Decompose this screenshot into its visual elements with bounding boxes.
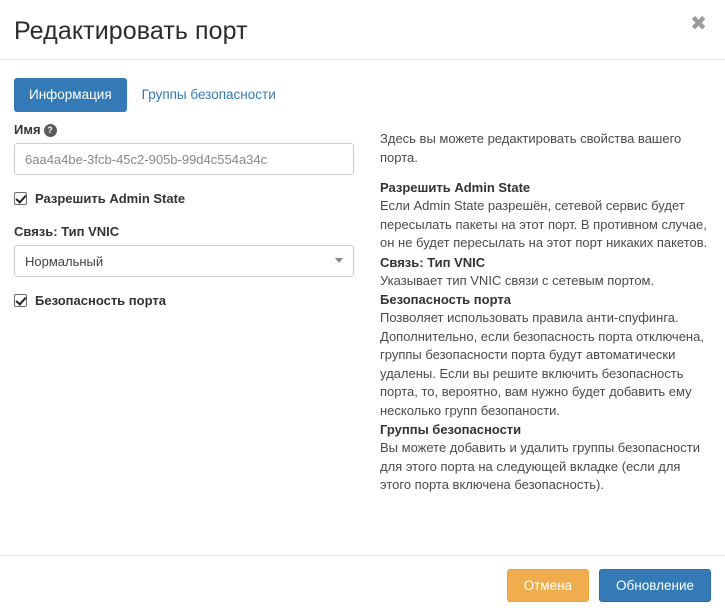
help-text-security-groups: Вы можете добавить и удалить группы безопасности для этого порта на следующей вкладке (если для этого порта включена безопасность). — [380, 440, 700, 492]
tab-bar — [0, 60, 725, 112]
cancel-button[interactable]: Отмена — [507, 569, 589, 602]
port-security-checkbox[interactable] — [14, 294, 27, 307]
help-heading-security-groups: Группы безопасности — [380, 422, 522, 437]
help-circle-icon[interactable]: ? — [44, 124, 57, 137]
help-text-admin-state: Если Admin State разрешён, сетевой сервис будет пересылать пакеты на этот порт. В противном случае, он не будет пересылать на этот порт никаких пакетов. — [380, 198, 708, 250]
vnic-select-wrap — [14, 245, 354, 277]
tab-information[interactable]: Информация — [14, 78, 127, 112]
vnic-label: Связь: Тип VNIC — [14, 224, 120, 239]
admin-state-checkbox[interactable] — [14, 192, 27, 205]
port-security-label[interactable]: Безопасность порта — [35, 293, 166, 308]
tab-security-groups[interactable]: Группы безопасности — [141, 87, 276, 102]
modal-body — [0, 112, 725, 555]
vnic-field — [14, 224, 354, 277]
help-heading-vnic: Связь: Тип VNIC — [380, 254, 486, 270]
port-security-checkbox-row[interactable] — [14, 293, 354, 308]
help-column — [380, 118, 711, 555]
name-field-label — [14, 122, 354, 137]
form-column — [14, 118, 354, 555]
help-heading-port-security: Безопасность порта — [380, 292, 511, 307]
admin-state-label[interactable]: Разрешить Admin State — [35, 191, 186, 206]
help-text-port-security: Позволяет использовать правила анти-спуфинга. Дополнительно, если безопасность порта отключена, группы безопасности порта будут автоматически удалены. Если вы решите включить безопасность порта, то, вероятно, вам нужно будет добавить ему несколько групп безопаности. — [380, 310, 704, 418]
close-icon[interactable]: ✖ — [686, 12, 711, 36]
help-text-vnic: Указывает тип VNIC связи с сетевым портом. — [380, 272, 655, 288]
help-heading-admin-state: Разрешить Admin State — [380, 180, 531, 195]
vnic-select[interactable]: Нормальный — [14, 245, 354, 277]
submit-button[interactable]: Обновление — [599, 569, 711, 602]
name-label-text: Имя — [14, 122, 41, 137]
modal-footer — [0, 555, 725, 615]
name-input[interactable] — [14, 143, 354, 175]
admin-state-checkbox-row[interactable] — [14, 191, 354, 206]
page-title: Редактировать порт — [14, 17, 248, 45]
modal-header — [0, 0, 725, 60]
help-intro: Здесь вы можете редактировать свойства вашего порта. — [380, 131, 682, 165]
